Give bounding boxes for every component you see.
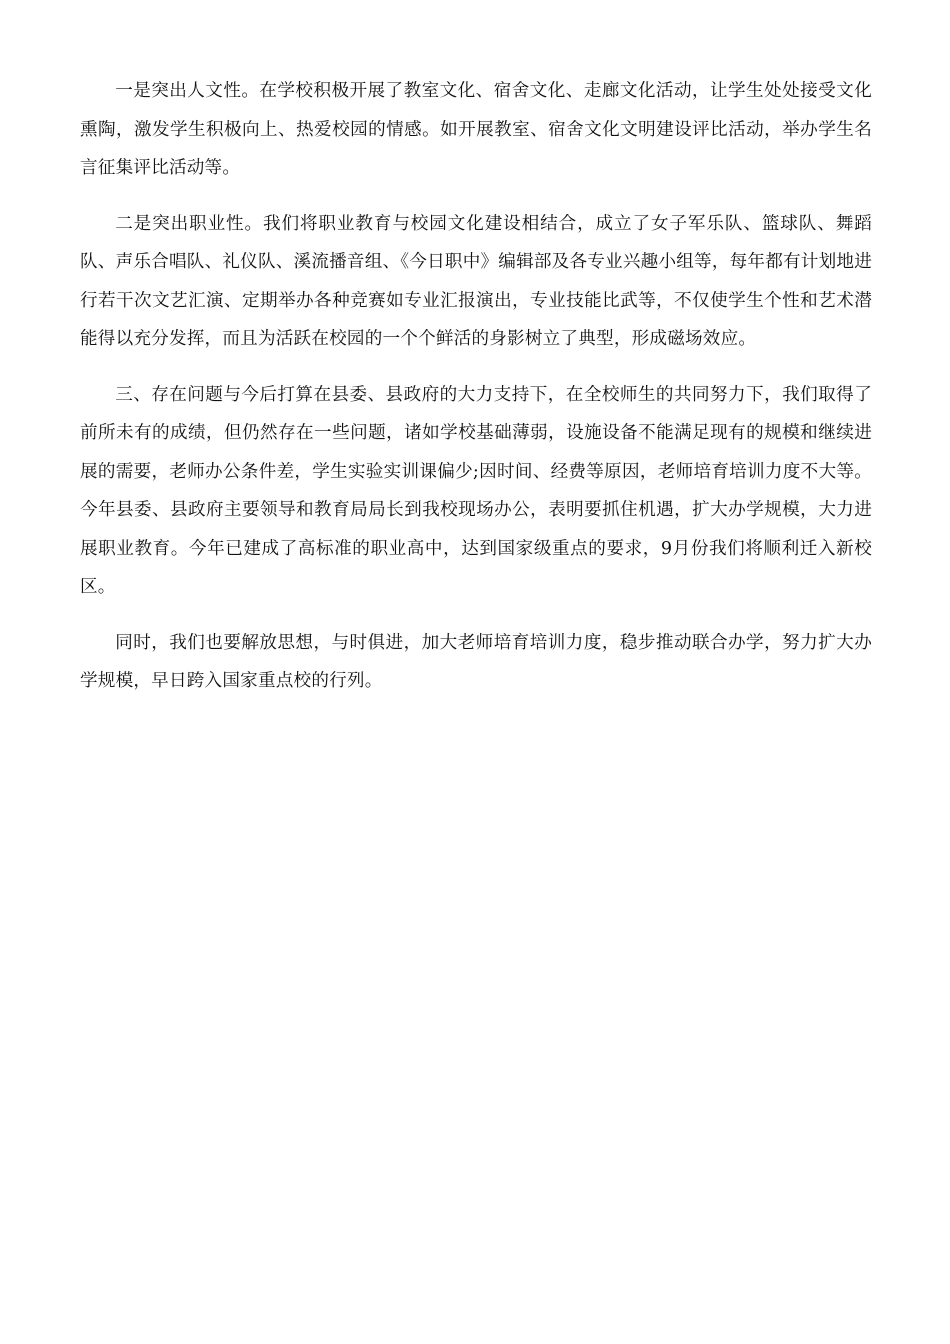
paragraph-vocational: 二是突出职业性。我们将职业教育与校园文化建设相结合，成立了女子军乐队、篮球队、舞蹈队、声乐合唱队、礼仪队、溪流播音组、《今日职中》编辑部及各专业兴趣小组等，每年都有计划地进行若干次文艺汇演、定期举办各种竞赛如专业汇报演出，专业技能比武等，不仅使学生个性和艺术潜能得以充分发挥，而且为活跃在校园的一个个鲜活的身影树立了典型，形成磁场效应。 [80,213,872,349]
paragraph-problems-plans: 三、存在问题与今后打算在县委、县政府的大力支持下，在全校师生的共同努力下，我们取得了前所未有的成绩，但仍然存在一些问题，诸如学校基础薄弱，设施设备不能满足现有的规模和继续进展的需要，老师办公条件差，学生实验实训课偏少;因时间、经费等原因，老师培育培训力度不大等。今年县委、县政府主要领导和教育局局长到我校现场办公，表明要抓住机遇，扩大办学规模，大力进展职业教育。今年已建成了高标准的职业高中，达到国家级重点的要求，9月份我们将顺利迁入新校区。 [80,384,872,597]
paragraph-conclusion: 同时，我们也要解放思想，与时俱进，加大老师培育培训力度，稳步推动联合办学，努力扩大办学规模，早日跨入国家重点校的行列。 [80,632,872,691]
paragraph-humanistic: 一是突出人文性。在学校积极开展了教室文化、宿舍文化、走廊文化活动，让学生处处接受文化熏陶，激发学生积极向上、热爱校园的情感。如开展教室、宿舍文化文明建设评比活动，举办学生名言征集评比活动等。 [80,81,872,178]
document-body [80,72,872,718]
